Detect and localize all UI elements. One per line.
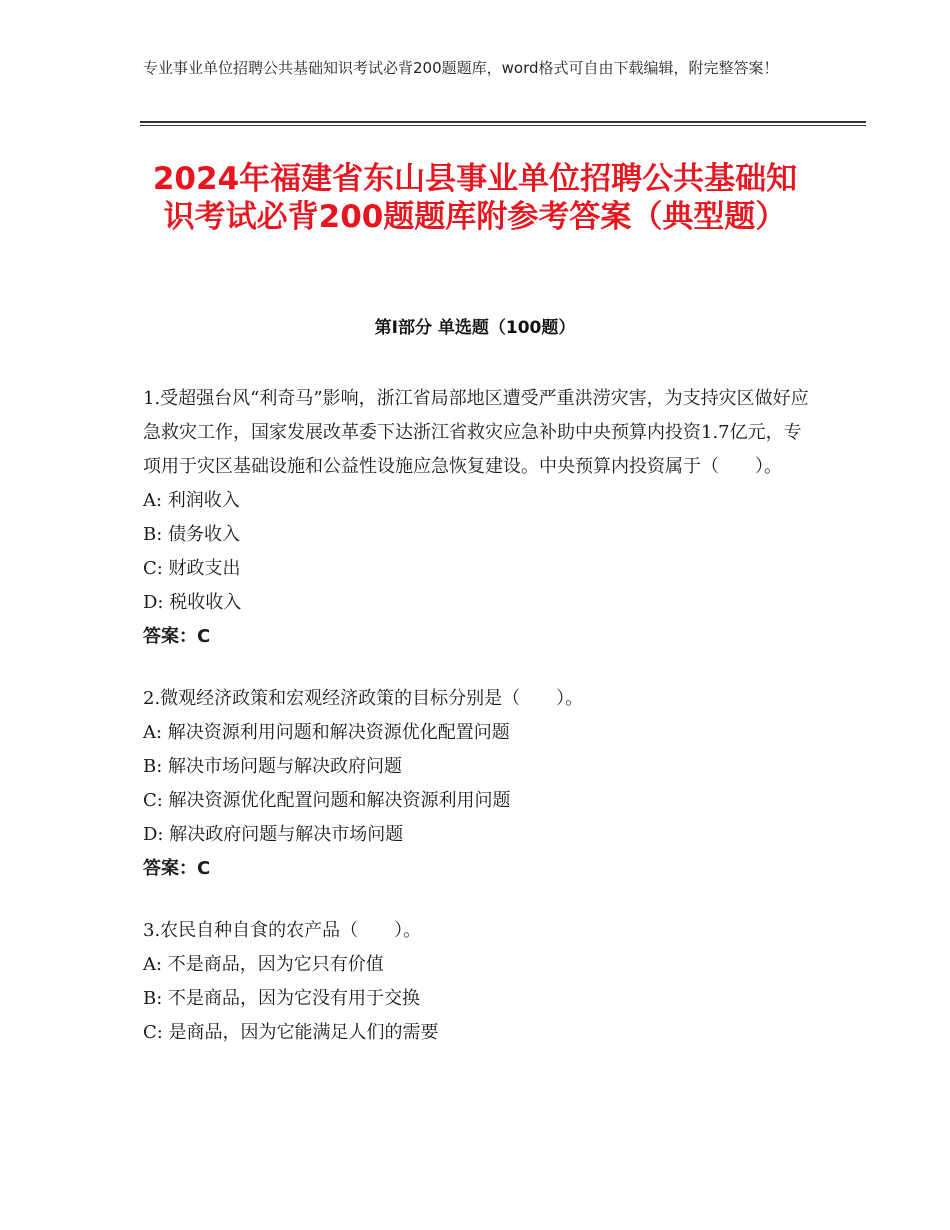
option-b: B: 不是商品，因为它没有用于交换 bbox=[143, 988, 421, 1009]
option-c: C: 财政支出 bbox=[143, 558, 241, 579]
option-d: D: 税收收入 bbox=[143, 592, 242, 613]
option-a: A: 解决资源利用问题和解决资源优化配置问题 bbox=[143, 722, 510, 743]
answer: 答案：C bbox=[143, 858, 211, 879]
question-2 bbox=[143, 682, 813, 886]
header-rule-thin bbox=[140, 125, 866, 126]
answer: 答案：C bbox=[143, 626, 211, 647]
option-d: D: 解决政府问题与解决市场问题 bbox=[143, 824, 404, 845]
question-list bbox=[143, 382, 813, 1078]
option-a: A: 利润收入 bbox=[143, 490, 240, 511]
question-stem: 2.微观经济政策和宏观经济政策的目标分别是（ ）。 bbox=[143, 688, 584, 709]
option-c: C: 是商品，因为它能满足人们的需要 bbox=[143, 1022, 439, 1043]
option-c: C: 解决资源优化配置问题和解决资源利用问题 bbox=[143, 790, 511, 811]
document-title: 2024年福建省东山县事业单位招聘公共基础知识考试必背200题题库附参考答案（典型题） bbox=[152, 161, 798, 235]
header-rule-thick bbox=[140, 121, 866, 123]
option-b: B: 解决市场问题与解决政府问题 bbox=[143, 756, 403, 777]
question-stem: 3.农民自种自食的农产品（ ）。 bbox=[143, 920, 422, 941]
header-note: 专业事业单位招聘公共基础知识考试必背200题题库，word格式可自由下载编辑，附完整答案！ bbox=[143, 59, 779, 77]
option-a: A: 不是商品，因为它只有价值 bbox=[143, 954, 384, 975]
question-3 bbox=[143, 914, 813, 1050]
question-stem: 1.受超强台风“利奇马”影响，浙江省局部地区遭受严重洪涝灾害，为支持灾区做好应急救灾工作，国家发展改革委下达浙江省救灾应急补助中央预算内投资1.7亿元，专项用于灾区基础设施和公益性设施应急恢复建设。中央预算内投资属于（ ）。 bbox=[143, 388, 809, 477]
question-1 bbox=[143, 382, 813, 654]
option-b: B: 债务收入 bbox=[143, 524, 241, 545]
section-title: 第Ⅰ部分 单选题（100题） bbox=[374, 318, 576, 338]
